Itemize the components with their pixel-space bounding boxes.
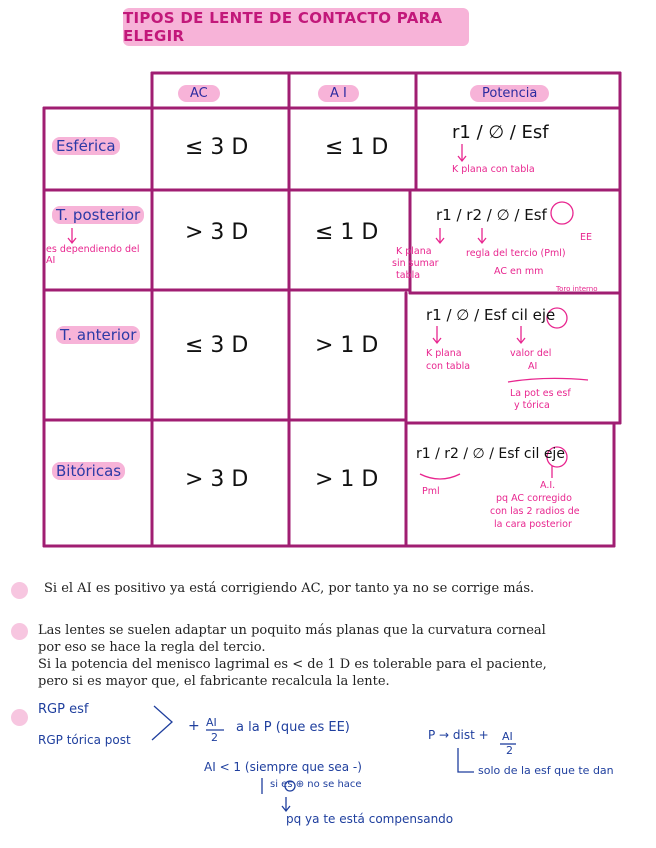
cell-potencia: r1 / ∅ / Esf cil eje [426, 306, 556, 324]
col-header-potencia: Potencia [470, 85, 549, 102]
cell-potencia: r1 / r2 / ∅ / Esf cil eje [416, 446, 565, 462]
row-label-note: es dependiendo del AI [46, 244, 140, 266]
row-label-t-anterior: T. anterior [56, 326, 140, 344]
annotation: K plana [396, 246, 432, 257]
annotation: pq AC corregido [496, 493, 572, 504]
annotation: AI [528, 361, 538, 372]
cell-ac: ≤ 3 D [185, 333, 249, 358]
annotation: la cara posterior [494, 519, 572, 530]
cell-ac: > 3 D [185, 467, 249, 492]
note-text: Si la potencia del menisco lagrimal es < de 1 D es tolerable para el paciente, [38, 657, 547, 672]
cell-ac: ≤ 3 D [185, 135, 249, 160]
annotation: sin sumar [392, 258, 439, 269]
condition-text: AI < 1 (siempre que sea -) [204, 760, 362, 774]
annotation: con tabla [426, 361, 471, 372]
col-header-ac: AC [178, 85, 220, 102]
annotation: y tórica [514, 400, 550, 411]
annotation: tabla [396, 270, 421, 281]
row-label-t-posterior: T. posterior [52, 206, 144, 224]
annotation: regla del tercio (Pml) [466, 248, 566, 259]
row-label-bitoricas: Bitóricas [52, 462, 125, 480]
cell-potencia: r1 / ∅ / Esf [452, 122, 549, 143]
fraction-numerator: AI [502, 730, 513, 743]
annotation: AC en mm [494, 266, 544, 277]
note-text: Las lentes se suelen adaptar un poquito más planas que la curvatura corneal [38, 623, 546, 638]
rgp-torica: RGP tórica post [38, 733, 131, 747]
cell-ai: ≤ 1 D [315, 220, 379, 245]
cell-potencia: r1 / r2 / ∅ / Esf [436, 206, 547, 224]
cell-ac: > 3 D [185, 220, 249, 245]
annotation: Toro interno [556, 285, 598, 293]
conclusion-text: pq ya te está compensando [286, 812, 454, 826]
fraction-numerator: AI [206, 716, 217, 729]
cell-ai: > 1 D [315, 333, 379, 358]
page-title: TIPOS DE LENTE DE CONTACTO PARA ELEGIR [123, 9, 443, 45]
cell-ai: ≤ 1 D [325, 135, 389, 160]
cell-ai: > 1 D [315, 467, 379, 492]
plus-sign: + [188, 718, 200, 734]
note-text: por eso se hace la regla del tercio. [38, 640, 266, 655]
note-text: Si el AI es positivo ya está corrigiendo AC, por tanto ya no se corrige más. [44, 581, 535, 596]
formula-text: a la P (que es EE) [236, 720, 350, 735]
side-note: solo de la esf que te dan [478, 764, 614, 777]
annotation: A.I. [540, 480, 556, 491]
rgp-esf: RGP esf [38, 702, 89, 717]
annotation: La pot es esf [510, 388, 571, 399]
col-header-ai: A I [318, 85, 359, 102]
annotation: K plana [426, 348, 462, 359]
fraction-denominator: 2 [211, 731, 218, 744]
annotation: K plana con tabla [452, 164, 535, 175]
fraction-denominator: 2 [506, 744, 513, 757]
row-label-esferica: Esférica [52, 137, 120, 155]
condition-note: si es ⊕ no se hace [270, 779, 362, 790]
annotation: EE [580, 232, 593, 243]
annotation: con las 2 radios de [490, 506, 580, 517]
annotation: Pml [422, 486, 440, 497]
p-dist-text: P → dist + [428, 728, 489, 742]
annotation: valor del [510, 348, 552, 359]
note-text: pero si es mayor que, el fabricante recalcula la lente. [38, 674, 390, 689]
